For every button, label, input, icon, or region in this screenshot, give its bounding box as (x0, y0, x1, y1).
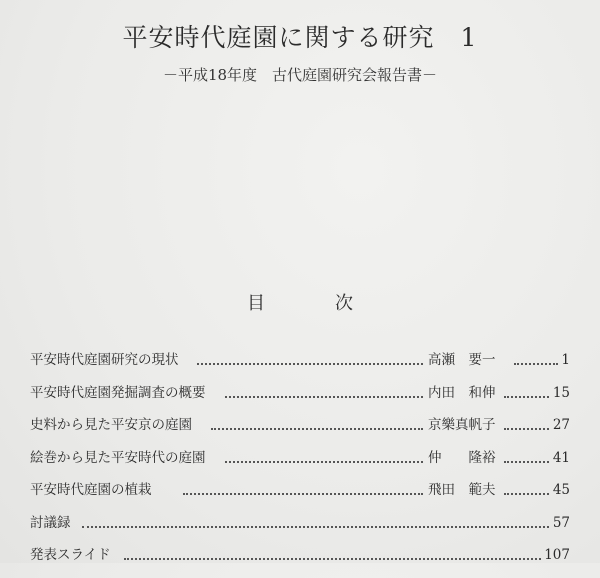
dot-leader (124, 558, 541, 560)
toc-entry-page: 107 (544, 547, 570, 563)
toc-entry (30, 448, 570, 481)
toc-entry-title: 発表スライド (30, 547, 111, 563)
toc-heading (0, 289, 600, 315)
toc-entry-title: 平安時代庭園発掘調査の概要 (30, 384, 206, 401)
toc-entry-author: 飛田 範夫 (428, 482, 496, 498)
toc-entry (30, 545, 570, 578)
toc-entry-page: 41 (552, 449, 570, 466)
dot-leader (514, 363, 558, 365)
toc-entry-page: 57 (552, 514, 570, 531)
toc-entry (30, 415, 570, 448)
toc-entry-page: 1 (561, 352, 570, 368)
dot-leader (504, 396, 549, 398)
toc-entry-author: 内田 和伸 (428, 384, 496, 401)
toc-heading-left: 目 (247, 293, 265, 314)
dot-leader (211, 428, 423, 430)
dot-leader (225, 461, 423, 463)
toc-entry (30, 350, 570, 383)
table-of-contents (30, 350, 570, 578)
toc-entry-author: 仲 隆裕 (428, 449, 496, 466)
toc-entry (30, 513, 570, 546)
toc-entry-page: 45 (552, 482, 570, 498)
dot-leader (504, 493, 549, 495)
dot-leader (225, 396, 423, 398)
dot-leader (183, 493, 423, 495)
toc-heading-right: 次 (335, 293, 353, 314)
dot-leader (504, 428, 549, 430)
toc-entry-title: 討議録 (30, 514, 71, 531)
toc-entry-page: 15 (552, 384, 570, 401)
toc-entry (30, 383, 570, 416)
page-subtitle: －平成18年度 古代庭園研究会報告書－ (162, 66, 438, 84)
toc-entry-title: 史料から見た平安京の庭園 (30, 417, 192, 433)
toc-entry-author: 高瀬 要一 (428, 352, 496, 368)
toc-entry (30, 480, 570, 513)
toc-entry-page: 27 (552, 417, 570, 433)
dot-leader (197, 363, 423, 365)
page-title: 平安時代庭園に関する研究 1 (122, 23, 478, 52)
toc-entry-author: 京樂真帆子 (428, 417, 496, 433)
toc-entry-title: 絵巻から見た平安時代の庭園 (30, 449, 206, 466)
dot-leader (504, 461, 549, 463)
toc-entry-title: 平安時代庭園研究の現状 (30, 352, 179, 368)
toc-entry-title: 平安時代庭園の植栽 (30, 482, 152, 498)
dot-leader (82, 526, 549, 528)
